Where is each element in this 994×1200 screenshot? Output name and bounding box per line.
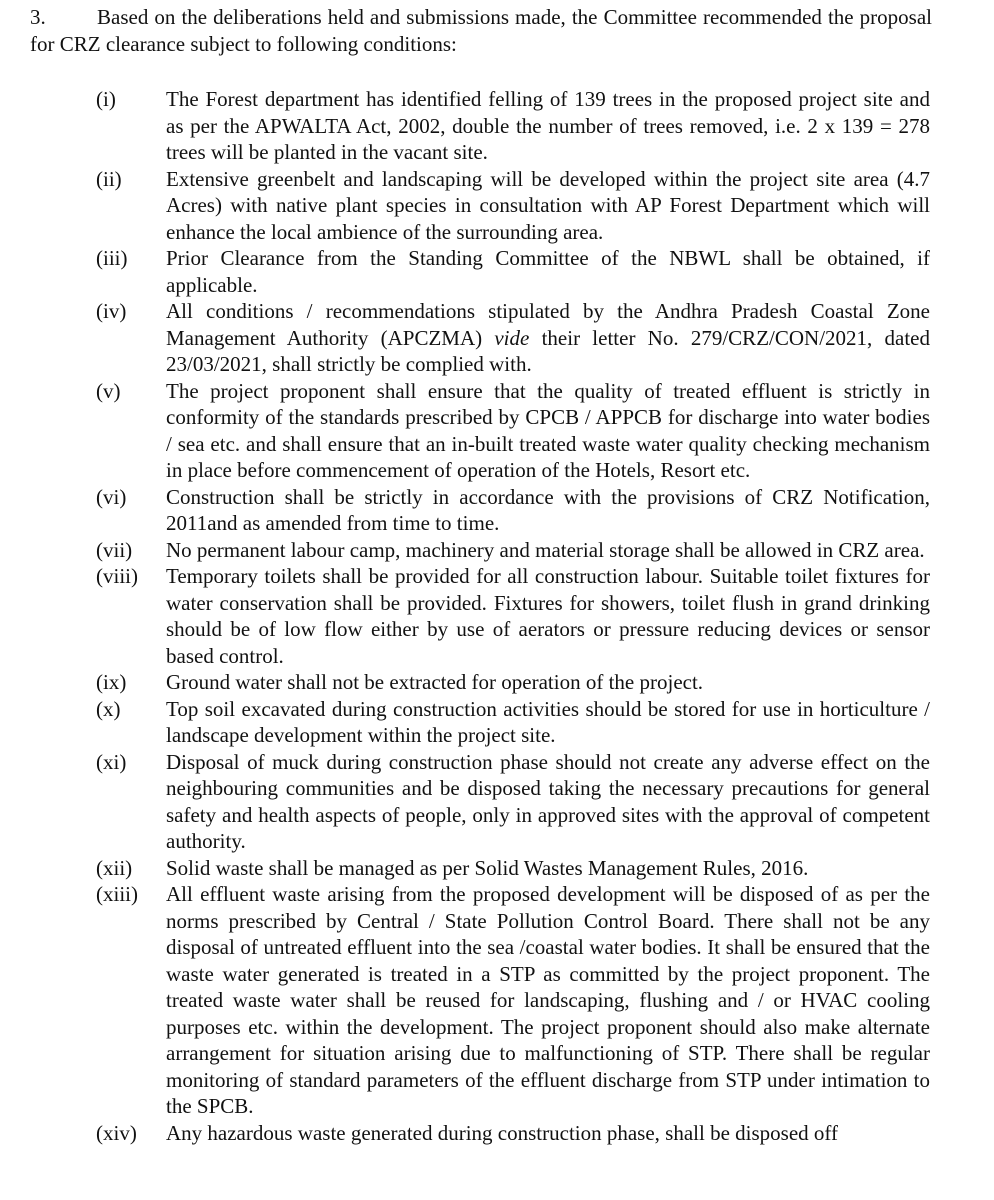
condition-number: (viii) bbox=[96, 564, 138, 588]
condition-text-part: All conditions / recommendations stipulated by the Andhra Pradesh Coastal Zone Management Authority (APCZMA) bbox=[166, 299, 930, 350]
condition-text: The Forest department has identified felling of 139 trees in the proposed project site and as per the APWALTA Act, 2002, double the number of trees removed, i.e. 2 x 139 = 278 trees will be planted in the vacant site. bbox=[166, 87, 930, 164]
condition-item bbox=[96, 378, 930, 484]
condition-number: (vi) bbox=[96, 484, 127, 509]
condition-item bbox=[96, 245, 930, 298]
condition-item bbox=[96, 669, 930, 696]
condition-text-italic: vide bbox=[494, 325, 530, 350]
condition-number: (iv) bbox=[96, 299, 127, 323]
condition-text bbox=[166, 298, 930, 378]
condition-item bbox=[96, 1120, 930, 1147]
condition-text: Extensive greenbelt and landscaping will be developed within the project site area (4.7 Acres) with native plant species in consultation with AP Forest Department which will enhance the local ambience of the surrounding area. bbox=[166, 166, 930, 244]
condition-text: The project proponent shall ensure that the quality of treated effluent is strictly in conformity of the standards prescribed by CPCB / APPCB for discharge into water bodies / sea etc. and shall ensure that an in-built treated waste water quality checking mechanism in place before commencement of operation of the Hotels, Resort etc. bbox=[166, 378, 930, 482]
condition-number: (x) bbox=[96, 696, 121, 721]
condition-number: (xiv) bbox=[96, 1120, 137, 1145]
condition-number: (xiii) bbox=[96, 882, 138, 906]
condition-text: Construction shall be strictly in accordance with the provisions of CRZ Notification, 2011and as amended from time to time. bbox=[166, 484, 930, 535]
condition-text: Ground water shall not be extracted for operation of the project. bbox=[166, 670, 704, 694]
condition-number: (i) bbox=[96, 87, 116, 111]
intro-text: Based on the deliberations held and submissions made, the Committee recommended the proposal for CRZ clearance subject to following conditions: bbox=[30, 5, 932, 56]
condition-item bbox=[96, 86, 930, 166]
condition-item bbox=[96, 696, 930, 749]
condition-text: All effluent waste arising from the proposed development will be disposed of as per the norms prescribed by Central / State Pollution Control Board. There shall not be any disposal of untreated effluent into the sea /coastal water bodies. It shall be ensured that the waste water generated is treated in a STP as committed by the project proponent. The treated waste water shall be reused for landscaping, flushing and / or HVAC cooling purposes etc. within the development. The project proponent should also make alternate arrangement for situation arising due to malfunctioning of STP. There shall be regular monitoring of standard parameters of the effluent discharge from STP under intimation to the SPCB. bbox=[166, 882, 930, 1118]
condition-item bbox=[96, 298, 930, 378]
condition-item bbox=[96, 563, 930, 669]
condition-text: Top soil excavated during construction activities should be stored for use in horticulture / landscape development within the project site. bbox=[166, 696, 930, 747]
condition-number: (xii) bbox=[96, 855, 133, 880]
section-number: 3. bbox=[30, 5, 46, 29]
condition-text: Prior Clearance from the Standing Committee of the NBWL shall be obtained, if applicable. bbox=[166, 246, 930, 297]
condition-text: Any hazardous waste generated during construction phase, shall be disposed off bbox=[166, 1120, 839, 1145]
condition-text: Solid waste shall be managed as per Solid Wastes Management Rules, 2016. bbox=[166, 855, 809, 880]
condition-item bbox=[96, 881, 930, 1120]
condition-text: Disposal of muck during construction phase should not create any adverse effect on the neighbouring communities and be disposed taking the necessary precautions for general safety and health aspects of people, only in approved sites with the approval of competent authority. bbox=[166, 749, 930, 853]
condition-item bbox=[96, 166, 930, 246]
intro-paragraph bbox=[30, 4, 932, 57]
condition-item bbox=[96, 484, 930, 537]
condition-number: (v) bbox=[96, 378, 121, 403]
condition-item bbox=[96, 855, 930, 882]
condition-number: (vii) bbox=[96, 537, 133, 562]
condition-text-part: their letter No. 279/CRZ/CON/2021, dated 23/03/2021, shall strictly be complied with. bbox=[166, 325, 930, 376]
condition-number: (xi) bbox=[96, 749, 127, 774]
condition-number: (iii) bbox=[96, 246, 128, 270]
condition-number: (ix) bbox=[96, 670, 127, 694]
condition-item bbox=[96, 749, 930, 855]
condition-text: Temporary toilets shall be provided for all construction labour. Suitable toilet fixtures for water conservation shall be provided. Fixtures for showers, toilet flush in grand drinking should be of low flow either by use of aerators or pressure reducing devices or sensor based control. bbox=[166, 564, 930, 668]
condition-item bbox=[96, 537, 930, 564]
condition-text: No permanent labour camp, machinery and material storage shall be allowed in CRZ area. bbox=[166, 537, 925, 562]
condition-number: (ii) bbox=[96, 166, 122, 191]
conditions-list bbox=[96, 86, 930, 1146]
